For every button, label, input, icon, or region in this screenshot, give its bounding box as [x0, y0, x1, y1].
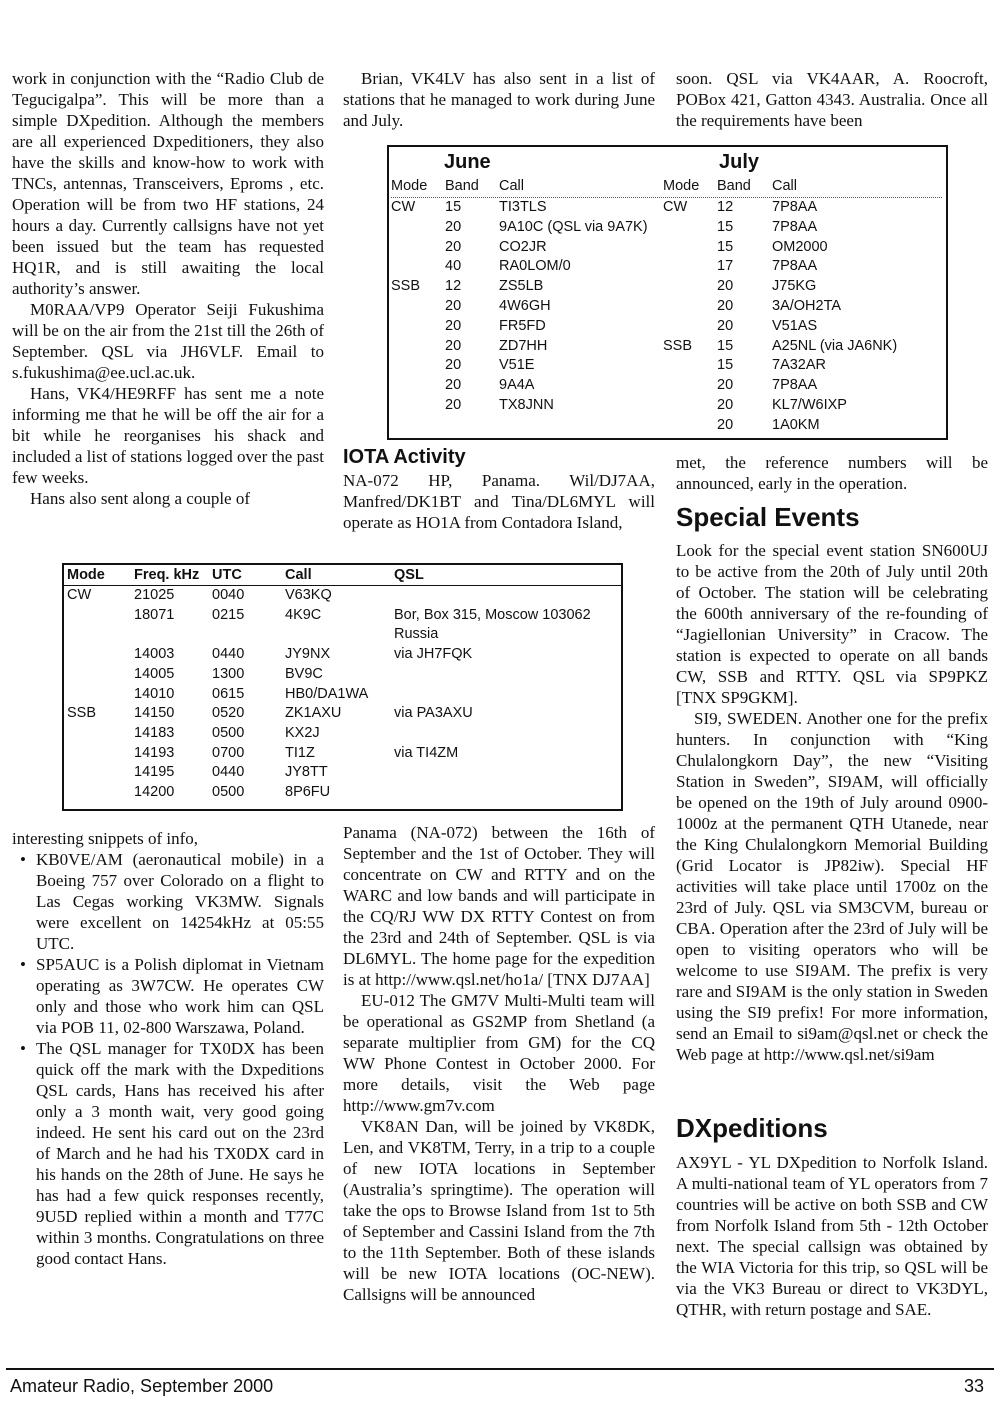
table-header-row [389, 176, 946, 196]
table-cell: 14183 [134, 724, 175, 741]
table-cell: CW [663, 199, 688, 215]
table-cell: 20 [717, 298, 734, 314]
table-cell: ZK1AXU [285, 705, 342, 722]
table-cell: 0520 [212, 705, 245, 722]
dxpeditions-body [676, 1152, 988, 1320]
special-events-title: Special Events [676, 502, 860, 532]
paragraph: Hans also sent along a couple of [30, 489, 250, 508]
footer-rule [6, 1368, 994, 1370]
table-row [64, 762, 621, 782]
table-cell: CO2JR [499, 238, 547, 255]
table-cell: 18071 [134, 606, 175, 623]
table-cell: 8P6FU [285, 784, 331, 800]
table-cell: 7P8AA [772, 199, 818, 215]
paragraph: M0RAA/VP9 Operator Seiji Fukushima will be on the air from the 21st till the 26th of September. QSL via JH6VLF. Email to s.fukushima@ee.ucl.ac.uk. [12, 300, 324, 382]
table-cell: JY8TT [285, 764, 328, 781]
table-cell: 20 [445, 317, 462, 334]
column-1-top [12, 68, 324, 509]
table-row [389, 336, 946, 356]
table-row [389, 415, 946, 435]
table-cell: SSB [391, 278, 421, 295]
table-row [64, 723, 621, 743]
table-cell: V63KQ [285, 587, 332, 603]
table-cell: Bor, Box 315, Moscow 103062 [394, 606, 591, 623]
column-header: UTC [212, 567, 242, 583]
table-cell: CW [67, 587, 92, 603]
table-row [389, 276, 946, 296]
iota-title: IOTA Activity [343, 446, 466, 468]
table-row [389, 197, 946, 217]
list-item: • The QSL manager for TX0DX has been quick off the mark with the Dxpeditions QSL cards, Hans has received his after only a 3 month wait, very good going indeed. He sent his card out on the 23rd of March and he had his TX0DX card in his hands on the 28th of June. He says he has had a few quick responses recently, 9U5D replied within a month and T77C within 3 months. Congratulations on three good contact Hans. [12, 1038, 324, 1269]
june-july-table [387, 145, 948, 440]
table-cell: 14195 [134, 764, 175, 781]
iota-intro [343, 470, 655, 533]
table-cell: 20 [445, 397, 462, 413]
column-header: Band [717, 178, 751, 194]
frequency-table [62, 563, 623, 811]
table-cell: 14193 [134, 744, 175, 761]
table-cell: BV9C [285, 665, 323, 682]
table-cell: SSB [67, 705, 97, 722]
footer-publication: Amateur Radio, September 2000 [10, 1376, 274, 1396]
table-cell: 15 [717, 218, 734, 235]
column-header: Band [445, 178, 479, 194]
table-row [389, 296, 946, 316]
column-header: Call [285, 567, 312, 583]
table-cell: KL7/W6IXP [772, 397, 847, 413]
paragraph: NA-072 HP, Panama. Wil/DJ7AA, Manfred/DK1BT and Tina/DL6MYL will operate as HO1A from Contadora Island, [343, 471, 655, 532]
table-cell: KX2J [285, 724, 320, 741]
table-cell: 0040 [212, 587, 245, 603]
table-row [389, 217, 946, 237]
table-cell: 14003 [134, 646, 175, 663]
table-cell: OM2000 [772, 238, 828, 255]
paragraph: Look for the special event station SN600UJ to be active from the 20th of July until 20th of October. The station will be celebrating the 600th anniversary of the re-founding of “Jagiellonian University” in Cracow. The station is expected to operate on all bands CW, SSB and RTTY. QSL via SP9PKZ [TNX SP9GKM]. [676, 541, 988, 707]
table-cell: 40 [445, 258, 462, 275]
column-3-top [676, 68, 988, 131]
column-header: Call [772, 178, 797, 194]
list-item: • KB0VE/AM (aeronautical mobile) in a Boeing 757 over Colorado on a flight to Las Cegas working VK3MW. Signals were excellent on 14254kHz at 05:55 UTC. [12, 849, 324, 954]
table-cell: 14200 [134, 784, 175, 800]
table-cell: HB0/DA1WA [285, 685, 369, 702]
table-cell: 20 [717, 317, 734, 334]
table-cell: 7P8AA [772, 218, 818, 235]
table-cell: SSB [663, 337, 693, 354]
paragraph: VK8AN Dan, will be joined by VK8DK, Len, and VK8TM, Terry, in a trip to a couple of new IOTA locations in September (Australia’s springtime). The operation will take the ops to Browse Island from 1st to 5th of September and Cassini Island from the 7th to the 11th September. Both of these islands will be new IOTA locations (OC-NEW). Callsigns will be announced [343, 1117, 655, 1304]
table-row [389, 355, 946, 375]
table-cell: TX8JNN [499, 397, 554, 413]
table-cell: Russia [394, 626, 439, 643]
table-row [64, 703, 621, 723]
table-cell: 12 [717, 199, 734, 215]
table-header-row [64, 565, 621, 585]
july-title: July [719, 151, 760, 173]
table-row [64, 743, 621, 763]
paragraph: met, the reference numbers will be announced, early in the operation. [676, 453, 988, 493]
paragraph: interesting snippets of info, [12, 829, 199, 848]
table-cell: 20 [717, 397, 734, 413]
table-cell: JY9NX [285, 646, 331, 663]
paragraph: EU-012 The GM7V Multi-Multi team will be operational as GS2MP from Shetland (a separate multiplier from GM) for the CQ WW Phone Contest in October 2000. For more details, visit the Web page http://www.gm7v.com [343, 991, 655, 1115]
table-cell: 12 [445, 278, 462, 295]
table-cell: 0215 [212, 606, 245, 623]
table-cell: 15 [717, 337, 734, 354]
table-row [64, 782, 621, 802]
table-cell: 21025 [134, 587, 175, 603]
column-header: QSL [394, 567, 424, 583]
table-cell: 0440 [212, 764, 245, 781]
table-cell: 17 [717, 258, 734, 275]
table-row [64, 684, 621, 704]
paragraph: Hans, VK4/HE9RFF has sent me a note informing me that he will be off the air for a bit while he reorganises his shack and included a list of stations logged over the past few weeks. [12, 384, 324, 487]
table-cell: 20 [445, 337, 462, 354]
paragraph: Brian, VK4LV has also sent in a list of stations that he managed to work during June and July. [343, 69, 655, 130]
table-cell: 4K9C [285, 606, 322, 623]
paragraph: work in conjunction with the “Radio Club de Tegucigalpa”. This will be more than a simple DXpedition. Although the members are all experienced Dxpeditioners, they also have the skills and know-how to work with TNCs, antennas, Transceivers, Eproms , etc. Operation will be from two HF stations, 24 hours a day. Currently callsigns have not yet been issued but the team has requested HQ1R, and is still awaiting the local authority’s answer. [12, 69, 324, 298]
paragraph: Panama (NA-072) between the 16th of September and the 1st of October. They will concentrate on CW and RTTY and on the WARC and low bands and will participate in the CQ/RJ WW DX RTTY Contest on from the 23rd and 24th of September. QSL is via DL6MYL. The home page for the expedition is at http://www.qsl.net/ho1a/ [TNX DJ7AA] [343, 823, 655, 989]
paragraph: AX9YL - YL DXpedition to Norfolk Island. A multi-national team of YL operators from 7 countries will be active on both SSB and CW from Norfolk Island from 5th - 12th October next. The special callsign was obtained by the WIA Victoria for this trip, so QSL will be via the VK3 Bureau or direct to VK3DYL, QTHR, with return postage and SAE. [676, 1153, 988, 1319]
table-cell: TI1Z [285, 744, 315, 761]
table-row [389, 375, 946, 395]
table-cell: ZS5LB [499, 278, 544, 295]
column-header: Mode [663, 178, 700, 194]
table-cell: via JH7FQK [394, 646, 473, 663]
table-row [389, 395, 946, 415]
table-cell: 14010 [134, 685, 175, 702]
table-cell: 9A4A [499, 377, 535, 394]
table-cell: 20 [717, 278, 734, 295]
table-row [64, 624, 621, 644]
table-cell: 0440 [212, 646, 245, 663]
table-row [64, 664, 621, 684]
table-cell: FR5FD [499, 317, 546, 334]
dxpeditions-title: DXpeditions [676, 1113, 828, 1143]
table-row [64, 605, 621, 625]
table-cell: 7P8AA [772, 377, 818, 394]
table-cell: 0615 [212, 685, 245, 702]
table-row [389, 256, 946, 276]
special-events-body [676, 540, 988, 1065]
table-cell: 4W6GH [499, 298, 551, 314]
table-row [64, 585, 621, 605]
table-cell: 20 [445, 298, 462, 314]
table-cell: 0500 [212, 724, 245, 741]
column-2-top [343, 68, 655, 131]
table-cell: 0700 [212, 744, 245, 761]
table-cell: RA0LOM/0 [499, 258, 571, 275]
table-cell: 14150 [134, 705, 175, 722]
table-cell: CW [391, 199, 416, 215]
june-title: June [444, 151, 491, 173]
table-cell: 20 [445, 377, 462, 394]
table-cell: 14005 [134, 665, 175, 682]
table-row [64, 644, 621, 664]
table-cell: 20 [445, 238, 462, 255]
table-cell: via PA3AXU [394, 705, 473, 722]
table-cell: 20 [717, 377, 734, 394]
column-1-bottom [12, 828, 324, 1269]
column-header: Mode [391, 178, 428, 194]
table-cell: V51E [499, 357, 535, 374]
table-cell: via TI4ZM [394, 744, 459, 761]
table-cell: 7A32AR [772, 357, 827, 374]
column-2-bottom [343, 822, 655, 1305]
table-row [389, 237, 946, 257]
list-item: • SP5AUC is a Polish diplomat in Vietnam operating as 3W7CW. He operates CW only and those who work him can QSL via POB 11, 02-800 Warszawa, Poland. [12, 954, 324, 1038]
table-cell: ZD7HH [499, 337, 548, 354]
table-cell: 15 [717, 238, 734, 255]
column-header: Call [499, 178, 524, 194]
table-cell: 1300 [212, 665, 245, 682]
column-header: Freq. kHz [134, 567, 200, 583]
table-cell: 15 [445, 199, 462, 215]
table-row [389, 316, 946, 336]
bullet-list [12, 849, 324, 1269]
table-cell: J75KG [772, 278, 817, 295]
paragraph: SI9, SWEDEN. Another one for the prefix hunters. In conjunction with “King Chulalongkorn Day”, the new “Visiting Station in Sweden”, SI9AM, will officially be opened on the 19th of July around 0900-1000z at the permanent QTH Utanede, near the King Chulalongkorn Memorial Building (Grid Locator is JP82iw). Special HF activities will take place until 1700z on the 23rd of July. QSL via SM3CVM, bureau or CBA. Operation after the 23rd of July will be open to visiting operators who will be welcome to use SI9AM. The prefix is very rare and SI9AM is the only station in Sweden using the SI9 prefix! For more information, send an Email to si9am@qsl.net or check the Web page at http://www.qsl.net/si9am [676, 709, 988, 1064]
page-number: 33 [963, 1376, 984, 1396]
table-cell: 20 [717, 416, 734, 433]
table-cell: 0500 [212, 784, 245, 800]
table-cell: 7P8AA [772, 258, 818, 275]
table-cell: TI3TLS [499, 199, 547, 215]
table-cell: 15 [717, 357, 734, 374]
paragraph: soon. QSL via VK4AAR, A. Roocroft, POBox 421, Gatton 4343. Australia. Once all the requirements have been [676, 69, 988, 130]
table-cell: 20 [445, 357, 462, 374]
table-cell: 1A0KM [772, 416, 820, 433]
table-cell: 20 [445, 218, 462, 235]
table-cell: 9A10C (QSL via 9A7K) [499, 218, 648, 235]
table-cell: V51AS [772, 317, 818, 334]
table-cell: A25NL (via JA6NK) [772, 337, 898, 354]
column-header: Mode [67, 567, 105, 583]
table-cell: 3A/OH2TA [772, 298, 842, 314]
column-3-middle [676, 452, 988, 494]
